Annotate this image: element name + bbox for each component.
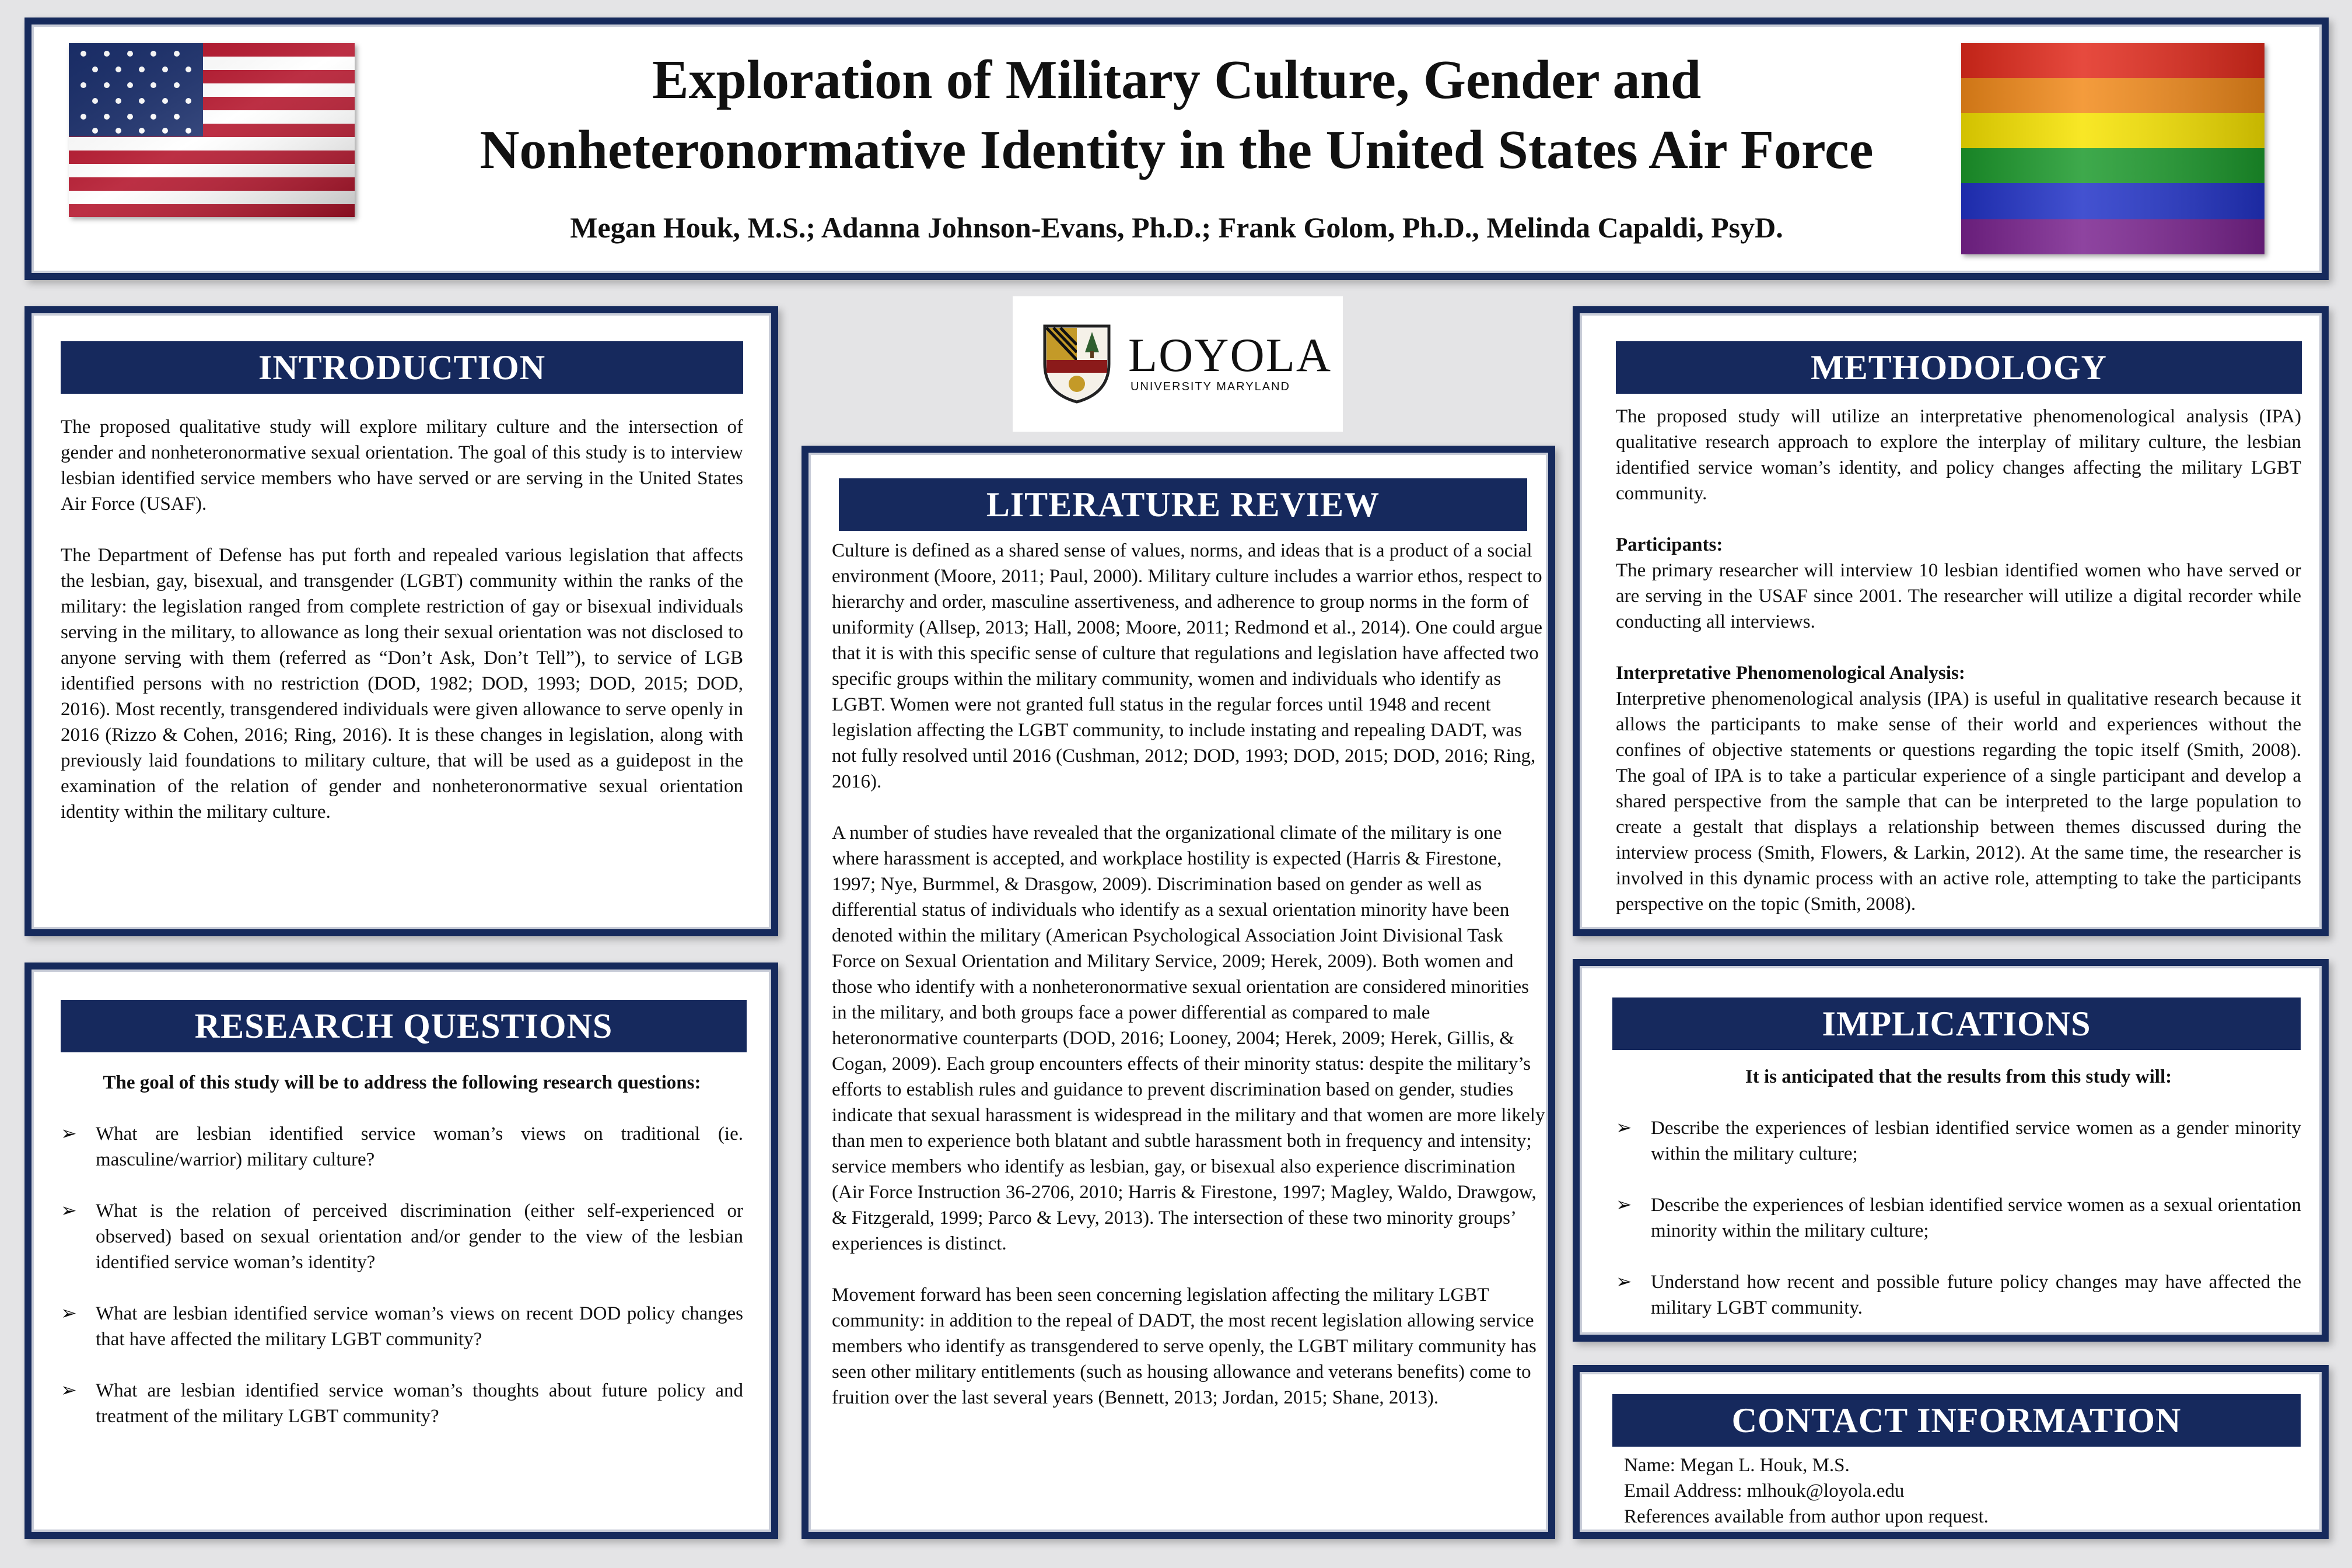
literature-review-heading: LITERATURE REVIEW — [839, 478, 1527, 531]
participants-heading: Participants: — [1616, 534, 1723, 555]
literature-paragraph: Movement forward has been seen concerning legislation affecting the military LGBT community: in addition to the repeal of DADT, the most recent legislation allowing service members who identify as transgendered to serve openly, the LGBT military community has seen other military entitlements (such as housing allowance and veterans benefits) come to fruition over the last several years (Bennett, 2013; Jordan, 2015; Shane, 2013). — [832, 1284, 1536, 1408]
logo-subtitle: UNIVERSITY MARYLAND — [1130, 380, 1290, 393]
poster-title-line-1: Exploration of Military Culture, Gender and — [652, 50, 1702, 110]
implication-text: Understand how recent and possible future policy changes may have affected the military LGBT community. — [1651, 1272, 2301, 1318]
header-panel — [24, 18, 2329, 280]
list-item — [1616, 1192, 2301, 1244]
literature-review-body — [832, 538, 1546, 1410]
implication-text: Describe the experiences of lesbian identified service women as a gender minority within the military culture; — [1651, 1118, 2301, 1164]
introduction-paragraph: The Department of Defense has put forth and repealed various legislation that affects the lesbian, gay, bisexual, and transgender (LGBT) community within the ranks of the military: the legislation ranged from complete restriction of gay or bisexual individuals serving in the military, to allowance as long their sexual orientation was not disclosed to anyone serving with them (referred as “Don’t Ask, Don’t Tell”), to service of LGB identified persons with no restriction (DOD, 1982; DOD, 1993; DOD, 2015; DOD, 2016). Most recently, transgendered individuals were given allowance to serve openly in 2016 (Rizzo & Cohen, 2016; Ring, 2016). It is these changes in legislation, along with previously laid foundations to military culture, that will be used as a guidepost in the examination of the relation of gender and nonheteronormative sexual orientation identity within the military culture. — [61, 545, 743, 822]
arrow-bullet-icon: ➢ — [61, 1303, 77, 1324]
literature-paragraph: A number of studies have revealed that the organizational climate of the military is one where harassment is accepted, and workplace hostility is expected (Harris & Firestone, 1997; Nye, Burmmel, & Drasgow, 2009). Discrimination based on gender as well as differential status of individuals who identify as a sexual orientation minority have been denoted within the military (American Psychological Association Joint Divisional Task Force on Sexual Orientation and Military Service, 2009; Herek, 2009). Both women and those who identify with a nonheteronormative sexual orientation are considered minorities in the military, and both groups face a power differential as compared to male heteronormative counterparts (DOD, 2016; Looney, 2004; Herek, 2009; Herek, Gillis, & Cogan, 2009). Each group encounters effects of their minority status: despite the military’s efforts to establish rules and guidance to prevent discrimination based on gender, studies indicate that sexual harassment is widespread in the military and that women are more likely than men to experience both blatant and subtle harassment both in frequency and intensity; service members who identify as lesbian, gay, or bisexual also experience discrimination (Air Force Instruction 36-2706, 2010; Harris & Firestone, 1997; Magley, Waldo, Drawgow, & Fitzgerald, 1999; Parco & Levy, 2013). The intersection of these two minority groups’ experiences is distinct. — [832, 822, 1545, 1254]
arrow-bullet-icon: ➢ — [61, 1124, 77, 1144]
introduction-paragraph: The proposed qualitative study will explore military culture and the intersection of gender and nonheteronormative sexual orientation. The goal of this study is to interview lesbian identified service members who have served or are serving in the United States Air Force (USAF). — [61, 416, 743, 514]
arrow-bullet-icon: ➢ — [1616, 1272, 1632, 1293]
research-question-text: What are lesbian identified service woman’s views on recent DOD policy changes that have affected the military LGBT community? — [96, 1303, 743, 1350]
rainbow-flag-image — [1961, 43, 2264, 254]
arrow-bullet-icon: ➢ — [61, 1380, 77, 1401]
list-item — [1616, 1115, 2301, 1167]
ipa-heading: Interpretative Phenomenological Analysis: — [1616, 663, 1965, 684]
implications-panel — [1573, 959, 2329, 1342]
methodology-body — [1616, 404, 2301, 917]
list-item — [61, 1378, 743, 1429]
contact-name: Name: Megan L. Houk, M.S. — [1624, 1455, 1850, 1476]
ipa-text: Interpretive phenomenological analysis (IPA) is useful in qualitative research because it allows the participants to make sense of their world and experiences without the confines of objective statements or questions regarding the topic itself (Smith, 2008). The goal of IPA is to take a particular experience of a single participant and develop a shared perspective from the sample that can be interpreted to the large population to create a gestalt that displays a relationship between themes discussed during the interview process (Smith, Flowers, & Larkin, 2012). At the same time, the researcher is involved in this dynamic process with an active role, attempting to take the participants perspective on the topic (Smith, 2008). — [1616, 688, 2301, 915]
research-questions-panel — [24, 963, 778, 1539]
implications-heading: IMPLICATIONS — [1612, 998, 2301, 1050]
poster-authors: Megan Houk, M.S.; Adanna Johnson-Evans, Ph.D.; Frank Golom, Ph.D., Melinda Capaldi, PsyD. — [570, 211, 1783, 244]
contact-body — [1624, 1452, 2295, 1530]
list-item — [61, 1121, 743, 1172]
implications-lead: It is anticipated that the results from this study will: — [1745, 1066, 2172, 1087]
introduction-heading: INTRODUCTION — [61, 341, 743, 394]
contact-email: Email Address: mlhouk@loyola.edu — [1624, 1480, 1905, 1502]
methodology-heading: METHODOLOGY — [1616, 341, 2302, 394]
poster-title-line-2: Nonheteronormative Identity in the United States Air Force — [480, 120, 1874, 180]
loyola-shield-icon — [1042, 323, 1112, 405]
rainbow-flag-icon — [1961, 43, 2264, 254]
literature-review-panel — [802, 446, 1555, 1539]
implication-text: Describe the experiences of lesbian identified service women as a sexual orientation minority within the military culture; — [1651, 1195, 2301, 1241]
contact-heading: CONTACT INFORMATION — [1612, 1394, 2301, 1447]
research-questions-heading: RESEARCH QUESTIONS — [61, 1000, 747, 1052]
implications-body — [1616, 1064, 2301, 1321]
research-question-text: What are lesbian identified service woman’s thoughts about future policy and treatment of the military LGBT community? — [96, 1380, 743, 1427]
research-questions-lead: The goal of this study will be to address the following research questions: — [103, 1072, 701, 1093]
research-questions-body — [61, 1070, 743, 1429]
arrow-bullet-icon: ➢ — [1616, 1195, 1632, 1216]
arrow-bullet-icon: ➢ — [61, 1200, 77, 1222]
participants-text: The primary researcher will interview 10 lesbian identified women who have served or are serving in the USAF since 2001. The researcher will utilize a digital recorder while conducting all interviews. — [1616, 560, 2301, 632]
logo-name: LOYOLA — [1128, 328, 1332, 382]
research-question-text: What are lesbian identified service woman’s views on traditional (ie. masculine/warrior) military culture? — [96, 1124, 743, 1170]
contact-references: References available from author upon request. — [1624, 1506, 1989, 1527]
methodology-intro: The proposed study will utilize an interpretative phenomenological analysis (IPA) qualitative research approach to explore the interplay of military culture, the lesbian identified service woman’s identity, and policy changes affecting the military LGBT community. — [1616, 406, 2301, 504]
loyola-logo — [1013, 296, 1343, 432]
introduction-panel — [24, 306, 778, 936]
arrow-bullet-icon: ➢ — [1616, 1118, 1632, 1139]
introduction-body — [61, 414, 743, 825]
list-item — [61, 1198, 743, 1275]
research-question-text: What is the relation of perceived discrimination (either self-experienced or observed) based on sexual orientation and/or gender to the view of the lesbian identified service woman’s identity? — [96, 1200, 743, 1273]
literature-paragraph: Culture is defined as a shared sense of values, norms, and ideas that is a product of a social environment (Moore, 2011; Paul, 2000). Military culture includes a warrior ethos, respect to hierarchy and order, masculine assertiveness, and adherence to group norms in the form of uniformity (Allsep, 2013; Hall, 2008; Moore, 2011; Redmond et al., 2014). One could argue that it is with this specific sense of culture that regulations and legislation have affected two specific groups within the military community, women and individuals who identify as LGBT. Women were not granted full status in the regular forces until 1948 and recent legislation affecting the LGBT community, to include instating and repealing DADT, was not fully resolved until 2016 (Cushman, 2012; DOD, 1993; DOD, 2015; DOD, 2016; Ring, 2016). — [832, 540, 1543, 792]
list-item — [1616, 1269, 2301, 1321]
contact-panel — [1573, 1365, 2329, 1539]
methodology-panel — [1573, 306, 2329, 936]
list-item — [61, 1301, 743, 1352]
